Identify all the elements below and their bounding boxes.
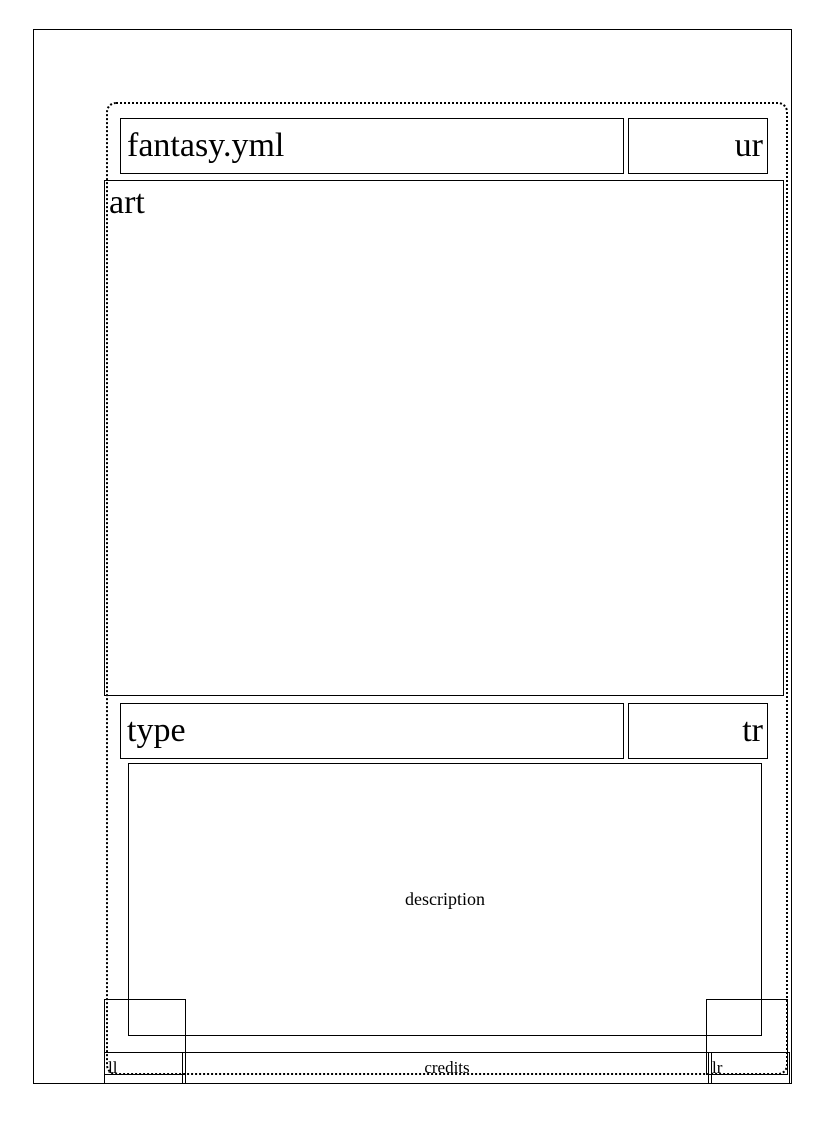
card-type-field[interactable]: type [120,703,624,759]
card-description-field[interactable]: description [128,763,762,1036]
card-cost-field[interactable]: ur [628,118,768,174]
card-outer-frame [33,29,792,1084]
card-footer-right-field[interactable]: lr [708,1052,790,1084]
card-credits-field[interactable]: credits [182,1052,712,1084]
card-trait-field[interactable]: tr [628,703,768,759]
card-art-field[interactable]: art [104,180,784,696]
card-name-field[interactable]: fantasy.yml [120,118,624,174]
card-footer-left-field[interactable]: ll [104,1052,186,1084]
